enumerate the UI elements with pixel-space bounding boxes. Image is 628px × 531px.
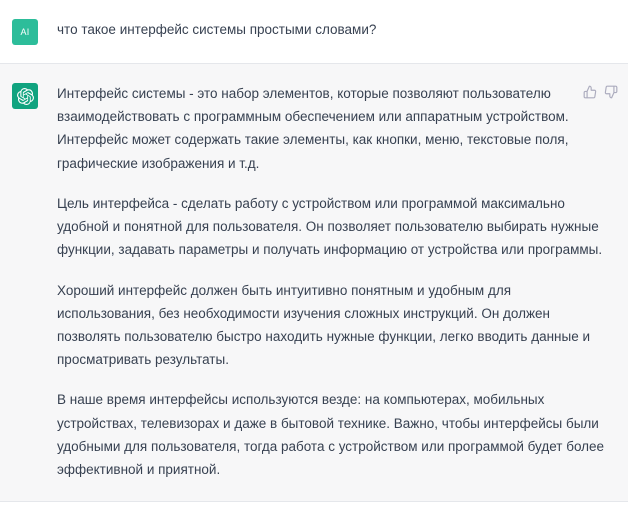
assistant-paragraph: Интерфейс системы - это набор элементов, которые позволяют пользователю взаимодействовать с программным обеспечением или аппаратным устройством. Интерфейс может содержать такие элементы, как кнопки, меню, текстовые поля, графические изображения и т.д. <box>57 86 569 171</box>
assistant-paragraph: В наше время интерфейсы используются везде: на компьютерах, мобильных устройствах, телевизорах и даже в бытовой технике. Важно, чтобы интерфейсы были удобными для пользователя, тогда работа с устройством или программой будет более эффективной и приятной. <box>57 392 605 478</box>
message-feedback-controls <box>583 85 618 99</box>
assistant-paragraph: Хороший интерфейс должен быть интуитивно понятным и удобным для использования, без необходимости изучения сложных инструкций. Он должен позволять пользователю быстро находить нужные функции, легко вводить данные и просматривать результаты. <box>57 282 590 368</box>
avatar-user-label: AI <box>20 27 30 37</box>
assistant-message-turn <box>0 64 628 502</box>
user-message-body <box>38 18 614 45</box>
avatar-assistant <box>12 83 38 109</box>
openai-logo-icon <box>17 88 34 105</box>
user-message-turn <box>0 0 628 64</box>
thumbs-down-icon[interactable] <box>604 85 618 99</box>
assistant-paragraph: Цель интерфейса - сделать работу с устройством или программой максимально удобной и понятной для пользователя. Он позволяет пользователю выбирать нужные функции, задавать параметры и получать информацию от устройства или программы. <box>57 195 603 258</box>
assistant-message-body <box>38 82 614 481</box>
thumbs-up-icon[interactable] <box>583 85 597 99</box>
user-message-text: что такое интерфейс системы простыми словами? <box>57 22 377 37</box>
avatar-user <box>12 19 38 45</box>
